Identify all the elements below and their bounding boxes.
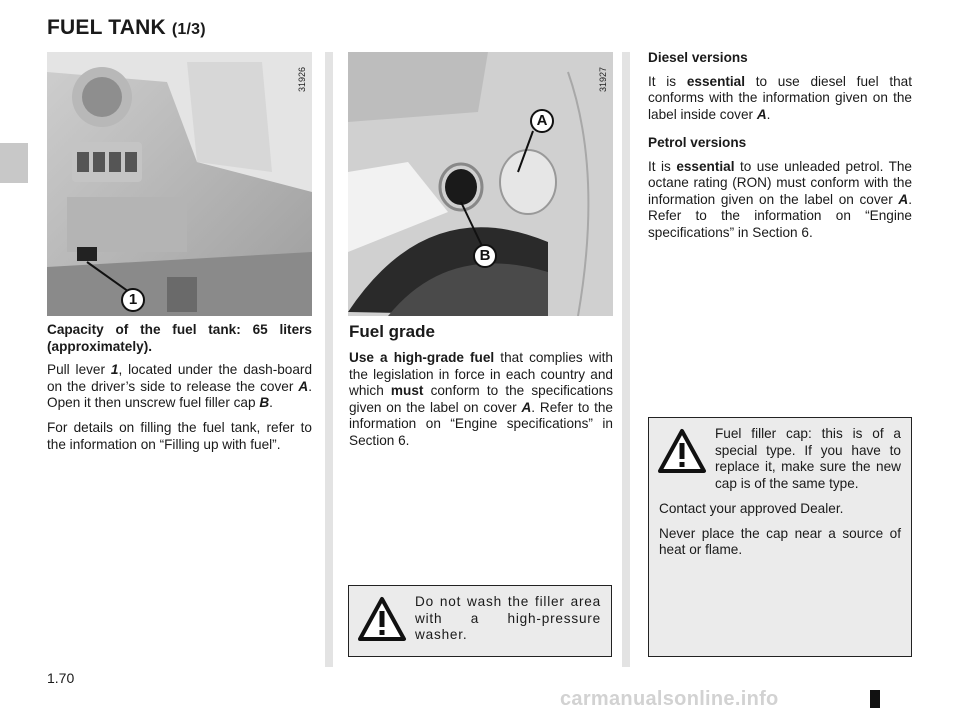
warning-triangle-icon: [657, 428, 707, 474]
title-part: (1/3): [171, 21, 206, 38]
image-id: 31926: [297, 66, 307, 92]
callout-b: B: [473, 244, 497, 268]
filling-reference: For details on filling the fuel tank, refer to the information on “Filling up with fuel”.: [47, 420, 312, 452]
fuel-filler-illustration: [348, 52, 613, 316]
diesel-text: It is essential to use diesel fuel that conforms with the information given on the label inside cover A.: [648, 73, 912, 122]
title-text: FUEL TANK: [47, 16, 166, 39]
washer-warning-text: Do not wash the filler area with a high-pressure washer.: [415, 594, 601, 642]
dealer-text: Contact your approved Dealer.: [659, 500, 844, 516]
washer-warning-box: [348, 585, 612, 657]
footer-mark: [870, 690, 880, 708]
fuel-grade-text: Use a high-grade fuel that complies with the legislation in force in each country and which must conform to the specifications given on the label on cover A. Refer to the information on “Engine specifications” in Section 6.: [349, 350, 613, 448]
page-number: 1.70: [47, 670, 75, 686]
capacity-text: Capacity of the fuel tank: 65 liters (approximately).: [47, 322, 312, 354]
dashboard-photo: [47, 52, 312, 316]
petrol-heading: Petrol versions: [648, 135, 747, 150]
watermark: carmanualsonline.info: [560, 688, 779, 710]
image-id: 31927: [598, 66, 608, 92]
column-3-text: [648, 50, 912, 250]
fuel-grade-heading: Fuel grade: [349, 322, 435, 341]
cap-type-text: Fuel filler cap: this is of a special type. If you have to replace it, make sure the new cap is of the same type.: [715, 426, 901, 491]
callout-1: 1: [121, 288, 145, 312]
section-tab: [0, 143, 28, 183]
column-2-text: [349, 350, 613, 458]
warning-triangle-icon: [357, 596, 407, 642]
diesel-heading: Diesel versions: [648, 50, 748, 65]
callout-a: A: [530, 109, 554, 133]
heat-warning-text: Never place the cap near a source of heat or flame.: [659, 525, 901, 557]
column-1-text: [47, 322, 312, 462]
column-divider: [325, 52, 333, 667]
release-instructions: Pull lever 1, located under the dash-board on the driver’s side to release the cover A. Open it then unscrew fuel filler cap B.: [47, 362, 313, 410]
column-divider: [622, 52, 630, 667]
page-title: [47, 16, 206, 40]
filler-cap-warning-box: [648, 417, 912, 657]
dashboard-illustration: [47, 52, 312, 316]
fuel-filler-photo: [348, 52, 613, 316]
petrol-text: It is essential to use unleaded petrol. The octane rating (RON) must conform with the information given on the label on cover A. Refer to the information on “Engine specifications” in Section 6.: [648, 158, 912, 240]
